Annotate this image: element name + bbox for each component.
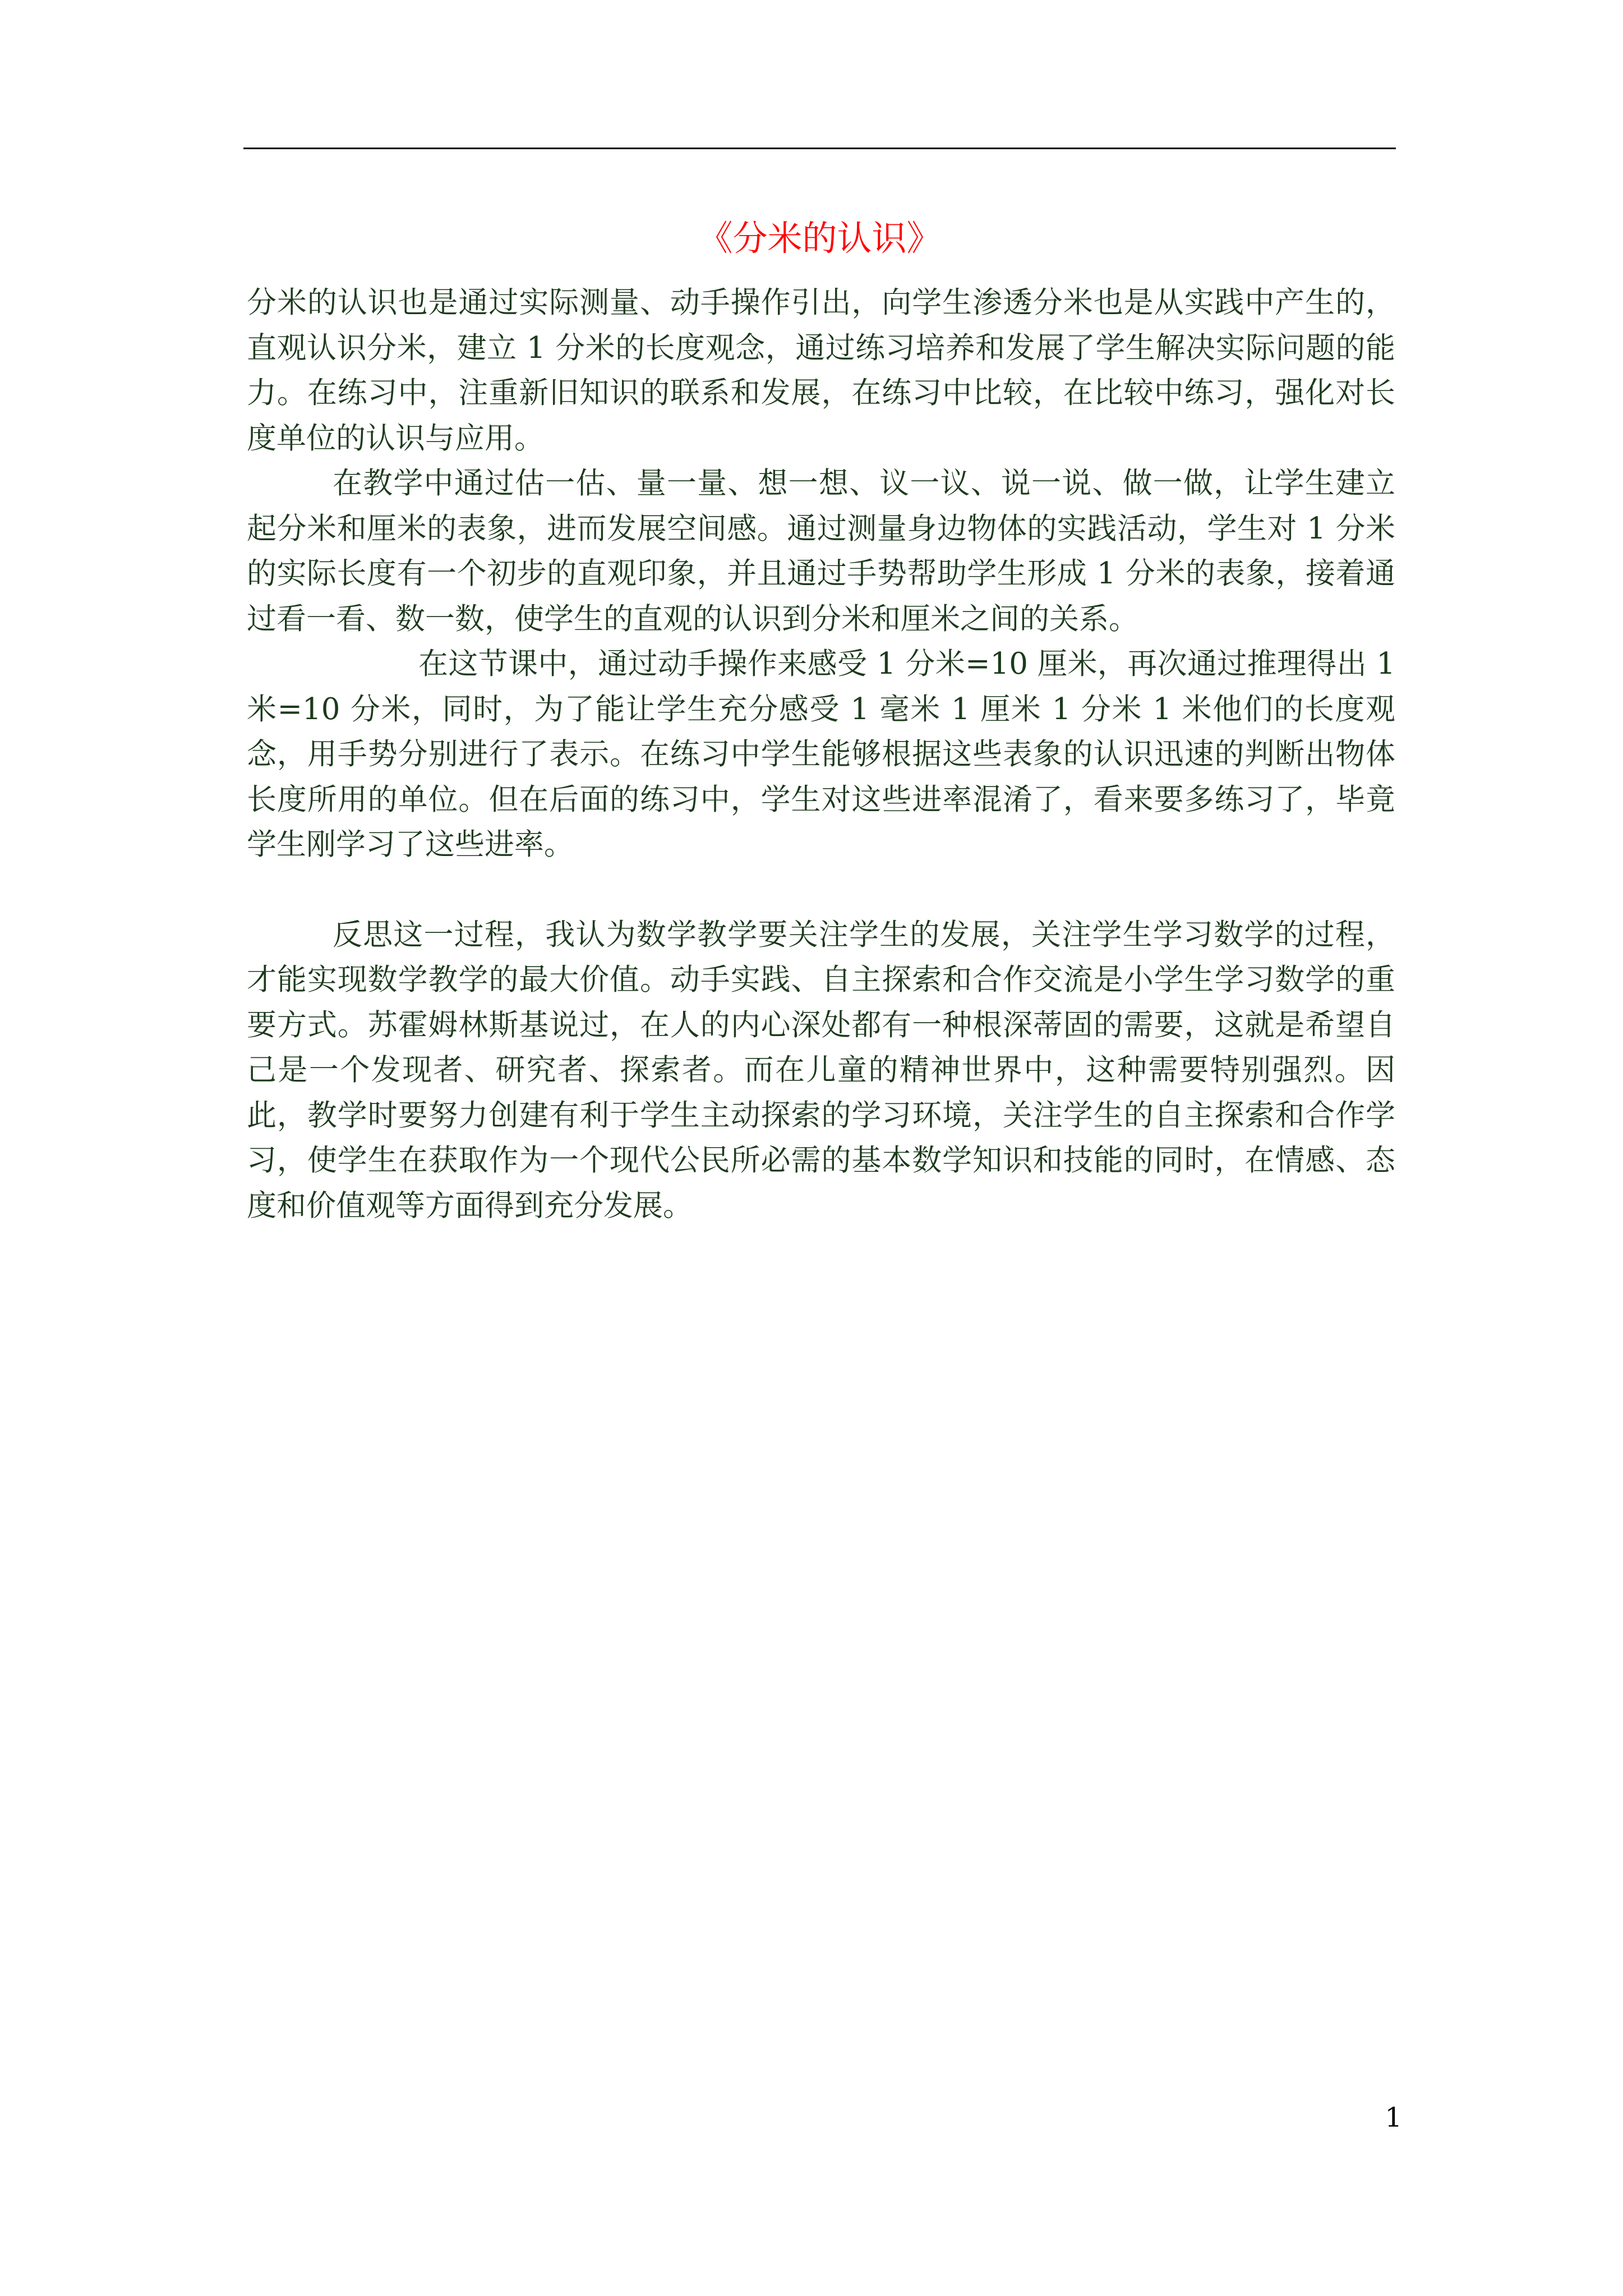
paragraph-2: 在教学中通过估一估、量一量、想一想、议一议、说一说、做一做，让学生建立起分米和厘米的表象，进而发展空间感。通过测量身边物体的实践活动，学生对 1 分米的实际长度有一个初步的直观印象，并且通过手势帮助学生形成 1 分米的表象，接着通过看一看、数一数，使学生的直观的认识到分米和厘米之间的关系。 bbox=[247, 466, 1395, 636]
paragraph-spacer bbox=[247, 868, 1395, 913]
document-title: 《分米的认识》 bbox=[698, 218, 942, 259]
page-number: 1 bbox=[1385, 2102, 1402, 2133]
paragraph-4: 反思这一过程，我认为数学教学要关注学生的发展，关注学生学习数学的过程，才能实现数学教学的最大价值。动手实践、自主探索和合作交流是小学生学习数学的重要方式。苏霍姆林斯基说过，在人的内心深处都有一种根深蒂固的需要，这就是希望自己是一个发现者、研究者、探索者。而在儿童的精神世界中，这种需要特别强烈。因此，教学时要努力创建有利于学生主动探索的学习环境，关注学生的自主探索和合作学习，使学生在获取作为一个现代公民所必需的基本数学知识和技能的同时，在情感、态度和价值观等方面得到充分发展。 bbox=[247, 917, 1395, 1223]
paragraph-1: 分米的认识也是通过实际测量、动手操作引出，向学生渗透分米也是从实践中产生的，直观认识分米，建立 1 分米的长度观念，通过练习培养和发展了学生解决实际问题的能力。在练习中，注重新旧知识的联系和发展，在练习中比较，在比较中练习，强化对长度单位的认识与应用。 bbox=[247, 286, 1395, 455]
paragraph-3: 在这节课中，通过动手操作来感受 1 分米=10 厘米，再次通过推理得出 1 米=10 分米，同时，为了能让学生充分感受 1 毫米 1 厘米 1 分米 1 米他们的长度观念，用手势分别进行了表示。在练习中学生能够根据这些表象的认识迅速的判断出物体长度所用的单位。但在后面的练习中，学生对这些进率混淆了，看来要多练习了，毕竟学生刚学习了这些进率。 bbox=[247, 647, 1395, 862]
document-body bbox=[247, 280, 1395, 1228]
header-rule bbox=[243, 148, 1396, 149]
